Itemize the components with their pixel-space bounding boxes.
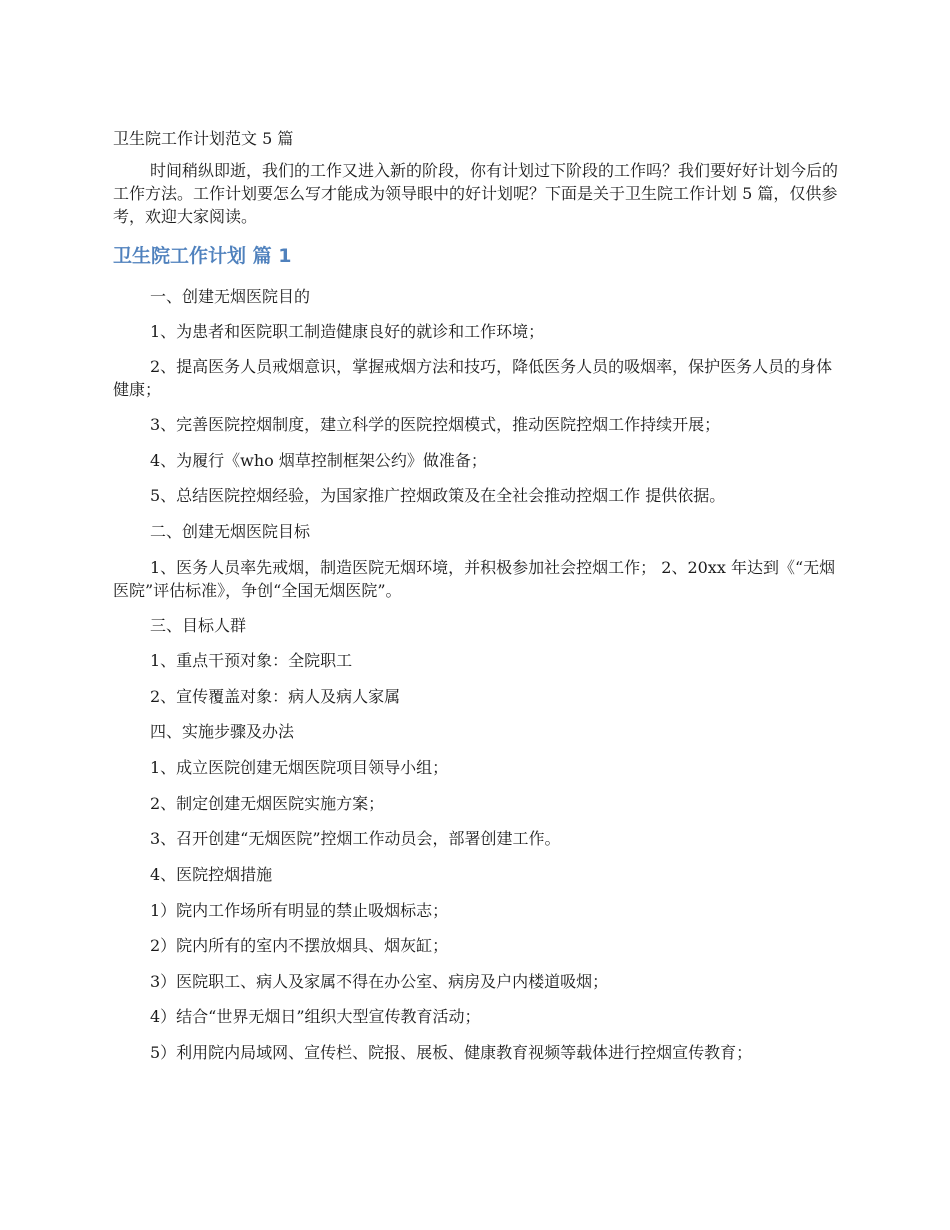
paragraph: 三、目标人群 bbox=[150, 616, 247, 635]
paragraph: 一、创建无烟医院目的 bbox=[150, 287, 311, 306]
paragraph: 3、召开创建“无烟医院”控烟工作动员会，部署创建工作。 bbox=[150, 829, 561, 848]
paragraph: 5、总结医院控烟经验，为国家推广控烟政策及在全社会推动控烟工作 提供依据。 bbox=[150, 486, 726, 505]
paragraph: 1、医务人员率先戒烟，制造医院无烟环境，并积极参加社会控烟工作； 2、20xx 年达到《“无烟医院”评估标准》，争创“全国无烟医院”。 bbox=[113, 558, 836, 600]
paragraph: 2、制定创建无烟医院实施方案； bbox=[150, 794, 385, 813]
document-title: 卫生院工作计划范文 5 篇 bbox=[113, 129, 294, 148]
paragraph: 2、提高医务人员戒烟意识，掌握戒烟方法和技巧，降低医务人员的吸烟率，保护医务人员的身体健康； bbox=[113, 357, 833, 399]
paragraph: 四、实施步骤及办法 bbox=[150, 722, 295, 741]
paragraph: 1、重点干预对象：全院职工 bbox=[150, 651, 353, 670]
paragraph: 3、完善医院控烟制度，建立科学的医院控烟模式，推动医院控烟工作持续开展； bbox=[150, 415, 721, 434]
paragraph: 二、创建无烟医院目标 bbox=[150, 522, 311, 541]
paragraph: 3）医院职工、病人及家属不得在办公室、病房及户内楼道吸烟； bbox=[150, 972, 609, 991]
paragraph: 4、为履行《who 烟草控制框架公约》做准备； bbox=[150, 451, 487, 470]
paragraph: 2、宣传覆盖对象：病人及病人家属 bbox=[150, 687, 401, 706]
paragraph: 4、医院控烟措施 bbox=[150, 865, 273, 884]
paragraph: 1、成立医院创建无烟医院项目领导小组； bbox=[150, 758, 449, 777]
paragraph: 1）院内工作场所有明显的禁止吸烟标志； bbox=[150, 901, 449, 920]
paragraph: 4）结合“世界无烟日”组织大型宣传教育活动； bbox=[150, 1007, 481, 1026]
intro-paragraph: 时间稍纵即逝，我们的工作又进入新的阶段，你有计划过下阶段的工作吗？我们要好好计划今后的工作方法。工作计划要怎么写才能成为领导眼中的好计划呢？下面是关于卫生院工作计划 5 篇，仅供参考，欢迎大家阅读。 bbox=[113, 161, 839, 226]
section-heading: 卫生院工作计划 篇 1 bbox=[113, 245, 292, 267]
paragraph: 5）利用院内局域网、宣传栏、院报、展板、健康教育视频等载体进行控烟宣传教育； bbox=[150, 1043, 753, 1062]
paragraph: 2）院内所有的室内不摆放烟具、烟灰缸； bbox=[150, 936, 449, 955]
paragraph: 1、为患者和医院职工制造健康良好的就诊和工作环境； bbox=[150, 322, 545, 341]
